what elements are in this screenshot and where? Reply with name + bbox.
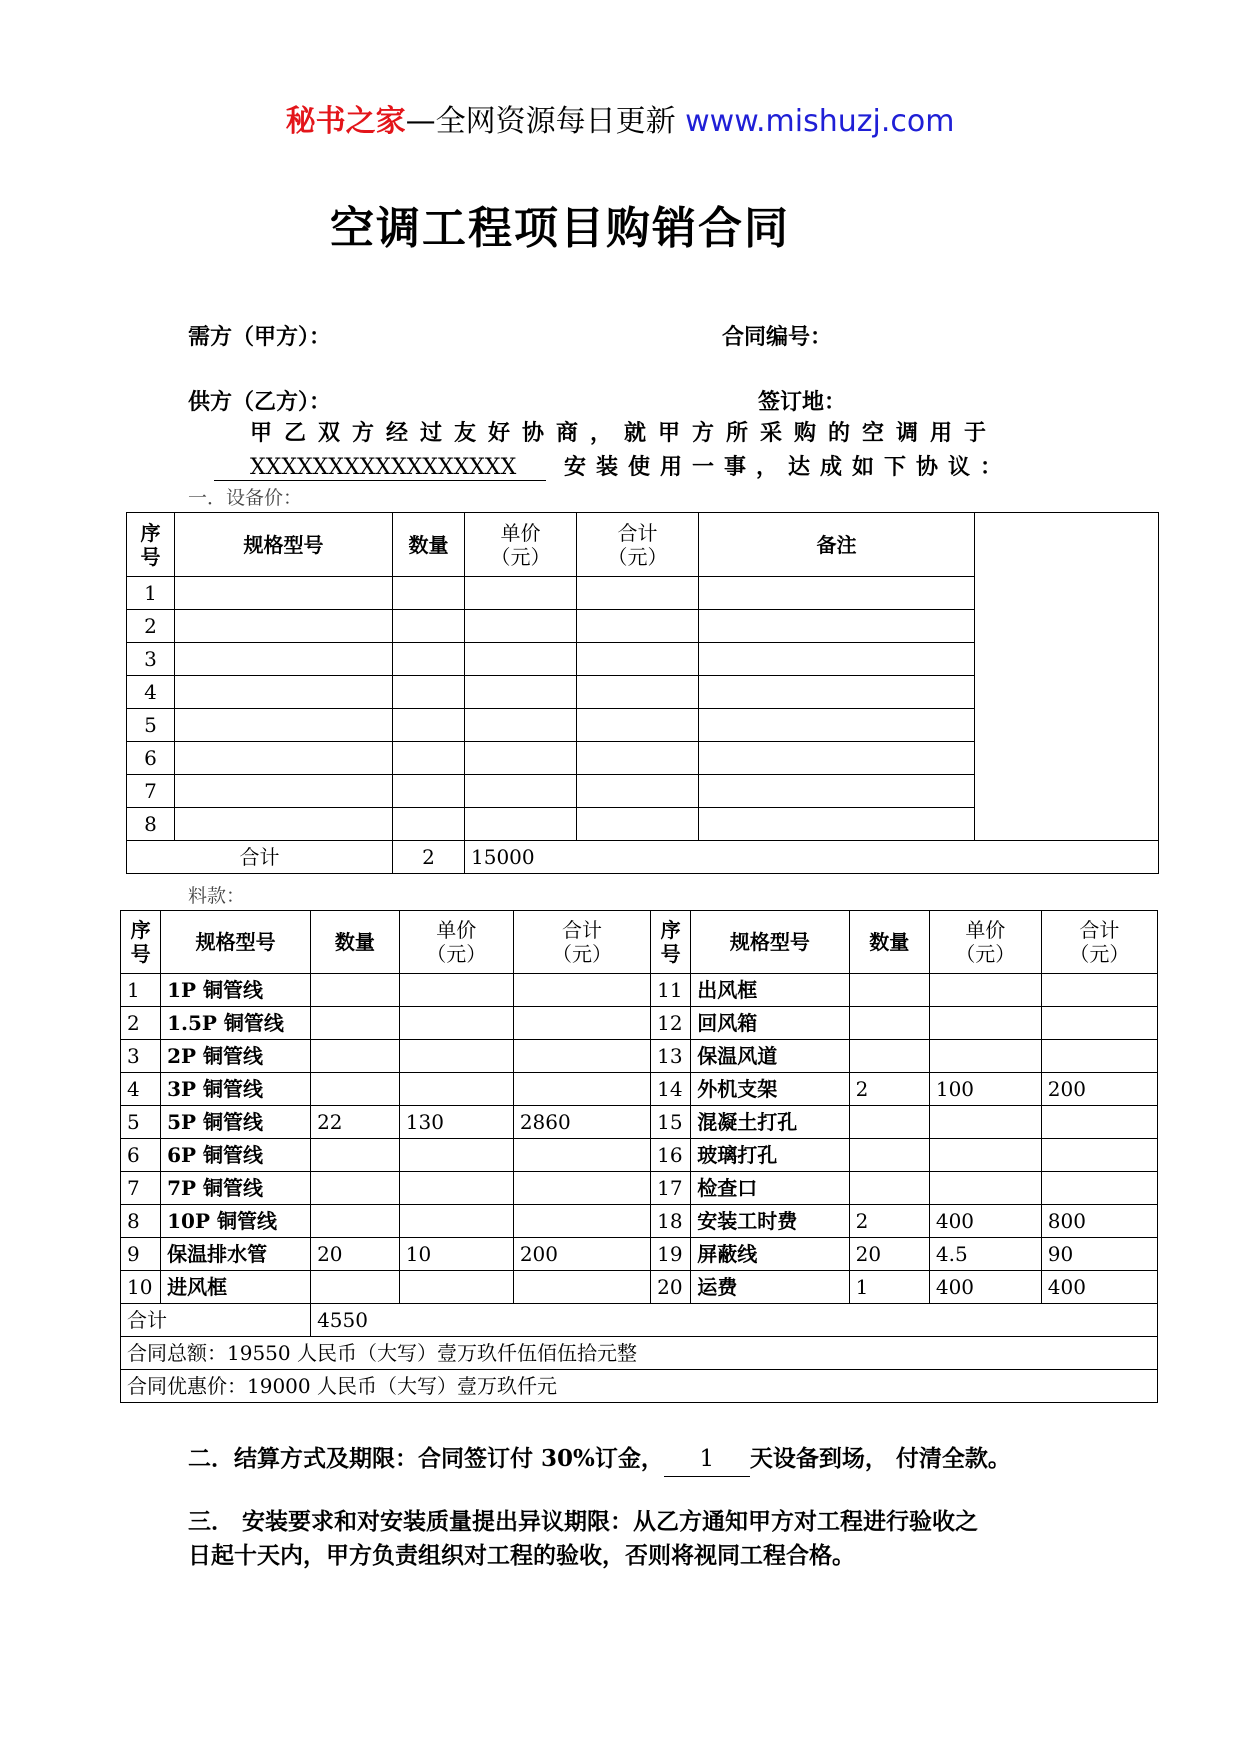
cell-l-total[interactable]	[513, 1205, 650, 1238]
cell-r-name: 回风箱	[691, 1007, 849, 1040]
cell-r-qty[interactable]	[849, 1106, 929, 1139]
total-header: 合计 （元）	[577, 513, 699, 577]
buyer-label: 需方（甲方）：	[188, 324, 332, 350]
cell-l-no: 8	[121, 1205, 161, 1238]
unit-price-header: 单价 （元）	[465, 513, 577, 577]
cell-r-qty[interactable]	[849, 974, 929, 1007]
cell-r-total[interactable]	[1041, 1172, 1157, 1205]
cell-r-price[interactable]: 100	[929, 1073, 1041, 1106]
cell-l-name: 7P 铜管线	[161, 1172, 311, 1205]
site-banner	[0, 100, 1240, 144]
cell-r-price[interactable]	[929, 1040, 1041, 1073]
project-code: XXXXXXXXXXXXXXXXX	[214, 455, 546, 481]
cell-l-name: 保温排水管	[161, 1238, 311, 1271]
cell-l-total[interactable]	[513, 1073, 650, 1106]
unit-price-header-right: 单价 （元）	[929, 911, 1041, 974]
section-3-line-2: 日起十天内，甲方负责组织对工程的验收，否则将视同工程合格。	[188, 1542, 855, 1569]
cell-l-price[interactable]	[399, 1007, 513, 1040]
cell-r-name: 安装工时费	[691, 1205, 849, 1238]
total-header-right: 合计 （元）	[1041, 911, 1157, 974]
cell-r-qty[interactable]	[849, 1139, 929, 1172]
cell-l-qty[interactable]: 22	[311, 1106, 400, 1139]
seq-header-right: 序 号	[651, 911, 691, 974]
cell-l-name: 进风框	[161, 1271, 311, 1304]
cell-l-total[interactable]	[513, 1271, 650, 1304]
table-row	[121, 1106, 1158, 1139]
cell-r-total[interactable]: 90	[1041, 1238, 1157, 1271]
cell-l-qty[interactable]	[311, 1205, 400, 1238]
cell-l-no: 9	[121, 1238, 161, 1271]
cell-r-no: 12	[651, 1007, 691, 1040]
table-row	[121, 1238, 1158, 1271]
table-row	[121, 1139, 1158, 1172]
qty-header: 数量	[393, 513, 465, 577]
cell-l-price[interactable]	[399, 1073, 513, 1106]
cell-l-no: 1	[121, 974, 161, 1007]
cell-r-total[interactable]: 200	[1041, 1073, 1157, 1106]
cell-l-qty[interactable]	[311, 1139, 400, 1172]
cell-l-name: 2P 铜管线	[161, 1040, 311, 1073]
cell-l-qty[interactable]	[311, 1040, 400, 1073]
cell-l-price[interactable]: 130	[399, 1106, 513, 1139]
signing-place-label: 签订地：	[758, 389, 847, 415]
seller-label: 供方（乙方）：	[188, 389, 332, 415]
cell-r-no: 17	[651, 1172, 691, 1205]
cell-r-no: 16	[651, 1139, 691, 1172]
cell-r-total[interactable]: 400	[1041, 1271, 1157, 1304]
intro-line-1: 甲乙双方经过友好协商，就甲方所采购的空调用于	[250, 420, 999, 446]
cell-r-qty[interactable]: 2	[849, 1205, 929, 1238]
cell-r-price[interactable]	[929, 974, 1041, 1007]
cell-l-qty[interactable]: 20	[311, 1238, 400, 1271]
intro-line-2	[214, 450, 1074, 481]
cell-l-name: 1.5P 铜管线	[161, 1007, 311, 1040]
equipment-header-row	[127, 513, 1159, 577]
cell-l-total[interactable]: 2860	[513, 1106, 650, 1139]
seq-header-left: 序 号	[121, 911, 161, 974]
cell-l-name: 5P 铜管线	[161, 1106, 311, 1139]
contract-total: 合同总额：19550 人民币（大写）壹万玖仟伍佰伍拾元整	[121, 1337, 1158, 1370]
cell-r-qty[interactable]: 1	[849, 1271, 929, 1304]
materials-summary-amount: 4550	[311, 1304, 1158, 1337]
cell-r-no: 14	[651, 1073, 691, 1106]
section-2-settlement	[188, 1442, 1068, 1477]
banner-slogan: —全网资源每日更新	[405, 104, 676, 139]
materials-summary-row	[121, 1304, 1158, 1337]
cell-r-no: 18	[651, 1205, 691, 1238]
cell-r-name: 检查口	[691, 1172, 849, 1205]
cell-l-no: 2	[121, 1007, 161, 1040]
model-header-left: 规格型号	[161, 911, 311, 974]
cell-l-qty[interactable]	[311, 1073, 400, 1106]
cell-r-total[interactable]	[1041, 1040, 1157, 1073]
cell-r-no: 20	[651, 1271, 691, 1304]
cell-l-price[interactable]	[399, 974, 513, 1007]
cell-r-name: 保温风道	[691, 1040, 849, 1073]
table-row: 2	[127, 610, 1159, 643]
cell-l-price[interactable]	[399, 1271, 513, 1304]
table-row: 5	[127, 709, 1159, 742]
cell-r-no: 11	[651, 974, 691, 1007]
cell-l-price[interactable]	[399, 1172, 513, 1205]
total-header-left: 合计 （元）	[513, 911, 650, 974]
section-2-suffix: 天设备到场， 付清全款。	[749, 1445, 1011, 1472]
cell-r-price[interactable]	[929, 1007, 1041, 1040]
cell-l-no: 7	[121, 1172, 161, 1205]
cell-r-name: 屏蔽线	[691, 1238, 849, 1271]
cell-r-qty[interactable]	[849, 1040, 929, 1073]
cell-r-no: 15	[651, 1106, 691, 1139]
cell-l-total[interactable]: 200	[513, 1238, 650, 1271]
cell-l-qty[interactable]	[311, 1271, 400, 1304]
blank-right-area	[975, 513, 1159, 841]
cell-r-price[interactable]	[929, 1139, 1041, 1172]
table-row	[121, 1205, 1158, 1238]
brand-name: 秘书之家	[285, 104, 406, 139]
discount-price: 合同优惠价：19000 人民币（大写）壹万玖仟元	[121, 1370, 1158, 1403]
cell-l-name: 3P 铜管线	[161, 1073, 311, 1106]
model-header: 规格型号	[175, 513, 393, 577]
table-row: 4	[127, 676, 1159, 709]
cell-l-name: 1P 铜管线	[161, 974, 311, 1007]
unit-price-header-left: 单价 （元）	[399, 911, 513, 974]
contract-number-label: 合同编号：	[722, 324, 833, 350]
cell-l-qty[interactable]	[311, 1172, 400, 1205]
cell-r-qty[interactable]: 20	[849, 1238, 929, 1271]
cell-l-no: 4	[121, 1073, 161, 1106]
summary-amount: 15000	[465, 841, 1159, 874]
cell-l-qty[interactable]	[311, 1007, 400, 1040]
table-row: 7	[127, 775, 1159, 808]
cell-r-total[interactable]	[1041, 974, 1157, 1007]
cell-l-total[interactable]	[513, 1172, 650, 1205]
cell-l-no: 5	[121, 1106, 161, 1139]
materials-summary-label: 合计	[121, 1304, 311, 1337]
cell-l-name: 10P 铜管线	[161, 1205, 311, 1238]
cell-r-name: 混凝土打孔	[691, 1106, 849, 1139]
table-row	[121, 1271, 1158, 1304]
section-2-prefix: 二．结算方式及期限：合同签订付 30%订金，	[188, 1445, 664, 1472]
cell-l-price[interactable]	[399, 1205, 513, 1238]
materials-body	[121, 974, 1158, 1304]
document-title: 空调工程项目购销合同	[330, 203, 790, 254]
cell-l-no: 3	[121, 1040, 161, 1073]
cell-r-price[interactable]: 400	[929, 1205, 1041, 1238]
summary-qty: 2	[393, 841, 465, 874]
cell-r-qty[interactable]: 2	[849, 1073, 929, 1106]
cell-r-price[interactable]: 4.5	[929, 1238, 1041, 1271]
cell-r-qty[interactable]	[849, 1172, 929, 1205]
cell-l-price[interactable]	[399, 1040, 513, 1073]
table-row: 8	[127, 808, 1159, 841]
table-row: 3	[127, 643, 1159, 676]
section-3-line-1: 三． 安装要求和对安装质量提出异议期限：从乙方通知甲方对工程进行验收之	[188, 1508, 979, 1535]
site-url-link[interactable]: www.mishuzj.com	[685, 104, 955, 139]
cell-r-name: 出风框	[691, 974, 849, 1007]
cell-l-total[interactable]	[513, 1139, 650, 1172]
equipment-summary-row	[127, 841, 1159, 874]
equipment-table	[126, 512, 1159, 874]
cell-r-no: 19	[651, 1238, 691, 1271]
table-row: 1	[127, 577, 1159, 610]
summary-label: 合计	[127, 841, 393, 874]
materials-header-row	[121, 911, 1158, 974]
cell-r-total[interactable]	[1041, 1106, 1157, 1139]
materials-table	[120, 910, 1158, 1403]
cell-r-total[interactable]	[1041, 1007, 1157, 1040]
cell-r-name: 运费	[691, 1271, 849, 1304]
cell-r-name: 玻璃打孔	[691, 1139, 849, 1172]
table-row	[121, 1040, 1158, 1073]
cell-r-price[interactable]	[929, 1106, 1041, 1139]
cell-l-total[interactable]	[513, 1040, 650, 1073]
table-row	[121, 1172, 1158, 1205]
table-row: 6	[127, 742, 1159, 775]
cell-r-no: 13	[651, 1040, 691, 1073]
qty-header-left: 数量	[311, 911, 400, 974]
cell-l-price[interactable]	[399, 1139, 513, 1172]
cell-l-total[interactable]	[513, 1007, 650, 1040]
seq-header: 序 号	[127, 513, 175, 577]
cell-r-total[interactable]: 800	[1041, 1205, 1157, 1238]
cell-l-total[interactable]	[513, 974, 650, 1007]
delivery-days: 1	[664, 1442, 750, 1477]
cell-l-no: 6	[121, 1139, 161, 1172]
cell-r-name: 外机支架	[691, 1073, 849, 1106]
table-row	[121, 974, 1158, 1007]
contract-total-row	[121, 1337, 1158, 1370]
cell-l-no: 10	[121, 1271, 161, 1304]
cell-l-qty[interactable]	[311, 974, 400, 1007]
cell-r-price[interactable]	[929, 1172, 1041, 1205]
remark-header: 备注	[699, 513, 975, 577]
cell-r-qty[interactable]	[849, 1007, 929, 1040]
table-row	[121, 1073, 1158, 1106]
cell-l-name: 6P 铜管线	[161, 1139, 311, 1172]
table-row	[121, 1007, 1158, 1040]
section-1-label: 一．设备价：	[188, 487, 303, 509]
cell-r-total[interactable]	[1041, 1139, 1157, 1172]
materials-label: 料款：	[188, 885, 246, 907]
intro-line-2-text: 安装使用一事，达成如下协议：	[563, 454, 1012, 480]
model-header-right: 规格型号	[691, 911, 849, 974]
discount-price-row	[121, 1370, 1158, 1403]
qty-header-right: 数量	[849, 911, 929, 974]
cell-r-price[interactable]: 400	[929, 1271, 1041, 1304]
cell-l-price[interactable]: 10	[399, 1238, 513, 1271]
